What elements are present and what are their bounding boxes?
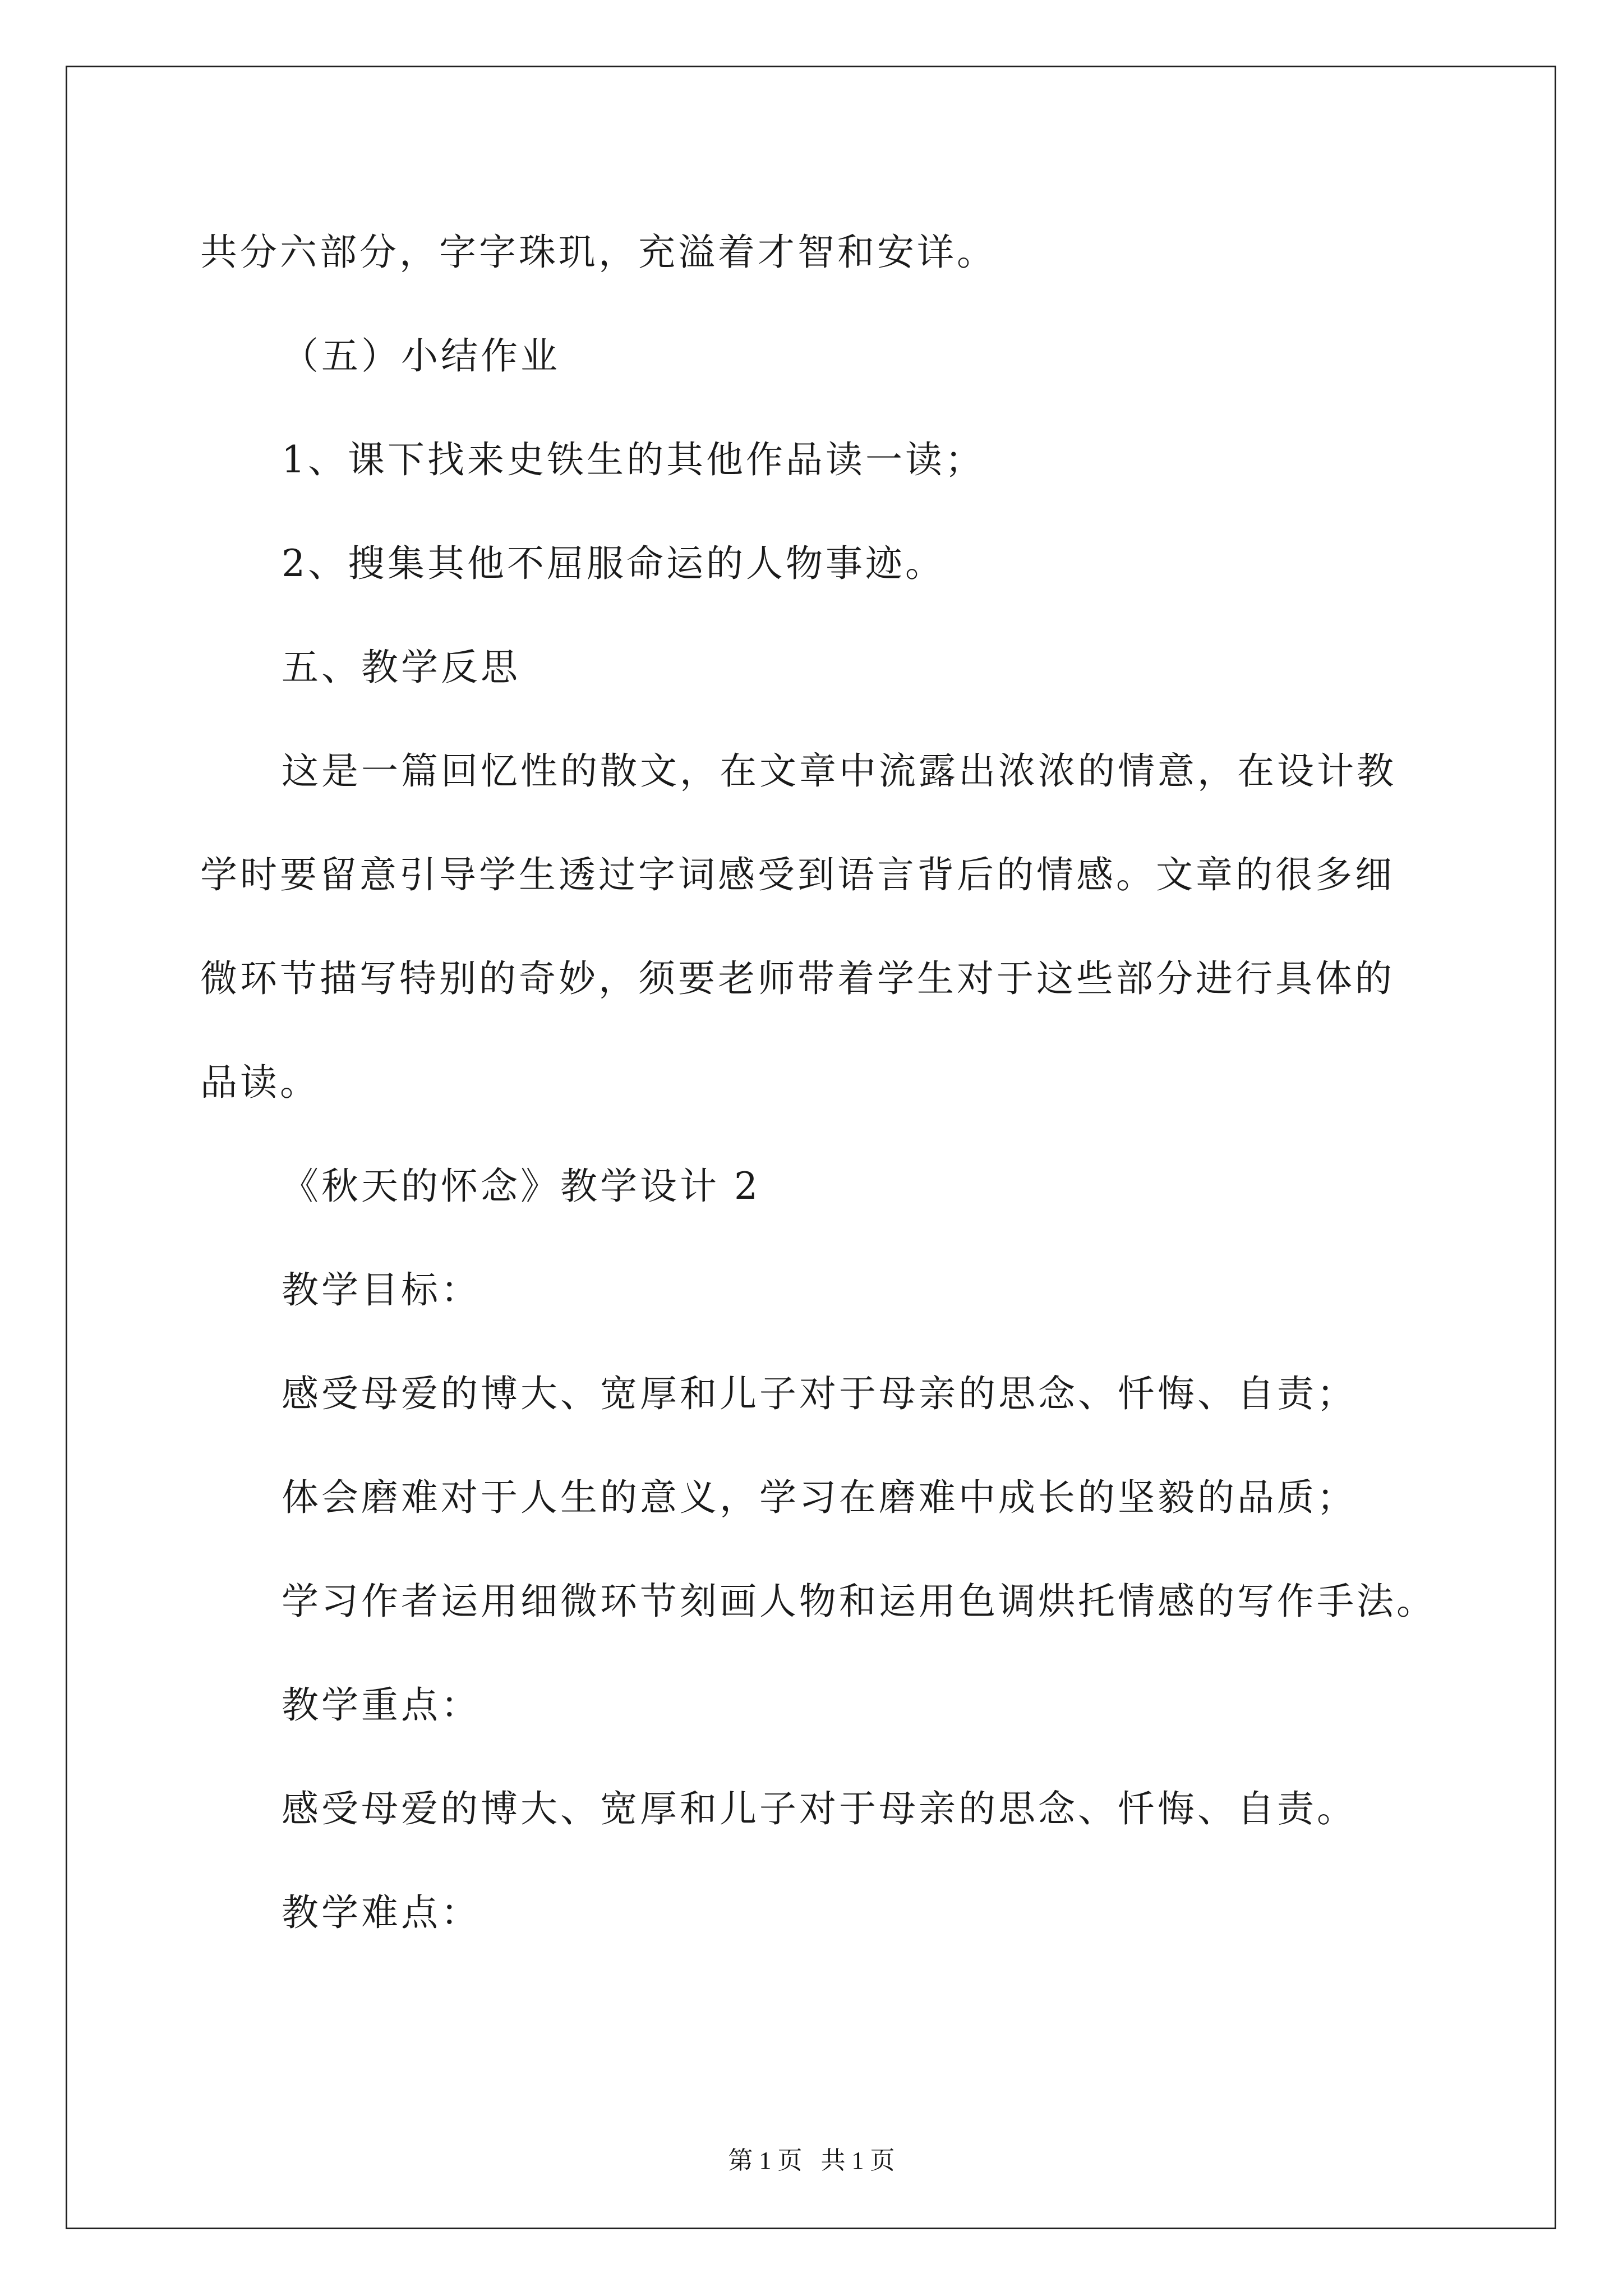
section-heading-key-points: 教学重点： [282, 1683, 481, 1727]
document-title: 《秋天的怀念》教学设计 2 [282, 1165, 760, 1208]
section-heading-summary: （五）小结作业 [282, 334, 560, 378]
paragraph-line: 共分六部分，字字珠玑，充溢着才智和安详。 [200, 231, 997, 274]
paragraph-line: 体会磨难对于人生的意义，学习在磨难中成长的坚毅的品质； [282, 1476, 1357, 1519]
paragraph-line: 感受母爱的博大、宽厚和儿子对于母亲的思念、忏悔、自责； [282, 1372, 1357, 1415]
section-heading-reflection: 五、教学反思 [282, 646, 520, 689]
page-number-footer: 第 1 页 共 1 页 [728, 2147, 895, 2174]
section-heading-goals: 教学目标： [282, 1268, 481, 1312]
paragraph-line: 微环节描写特别的奇妙，须要老师带着学生对于这些部分进行具体的 [200, 957, 1395, 1000]
paragraph-line: 学时要留意引导学生透过字词感受到语言背后的情感。文章的很多细 [200, 853, 1395, 896]
paragraph-line: 学习作者运用细微环节刻画人物和运用色调烘托情感的写作手法。 [282, 1580, 1436, 1623]
paragraph-line: 这是一篇回忆性的散文，在文章中流露出浓浓的情意，在设计教 [282, 749, 1396, 793]
section-heading-difficulties: 教学难点： [282, 1891, 481, 1934]
list-item: 2、搜集其他不屈服命运的人物事迹。 [282, 542, 945, 585]
paragraph-line: 品读。 [200, 1061, 320, 1104]
list-item: 1、课下找来史铁生的其他作品读一读； [282, 438, 985, 481]
paragraph-line: 感受母爱的博大、宽厚和儿子对于母亲的思念、忏悔、自责。 [282, 1787, 1357, 1830]
